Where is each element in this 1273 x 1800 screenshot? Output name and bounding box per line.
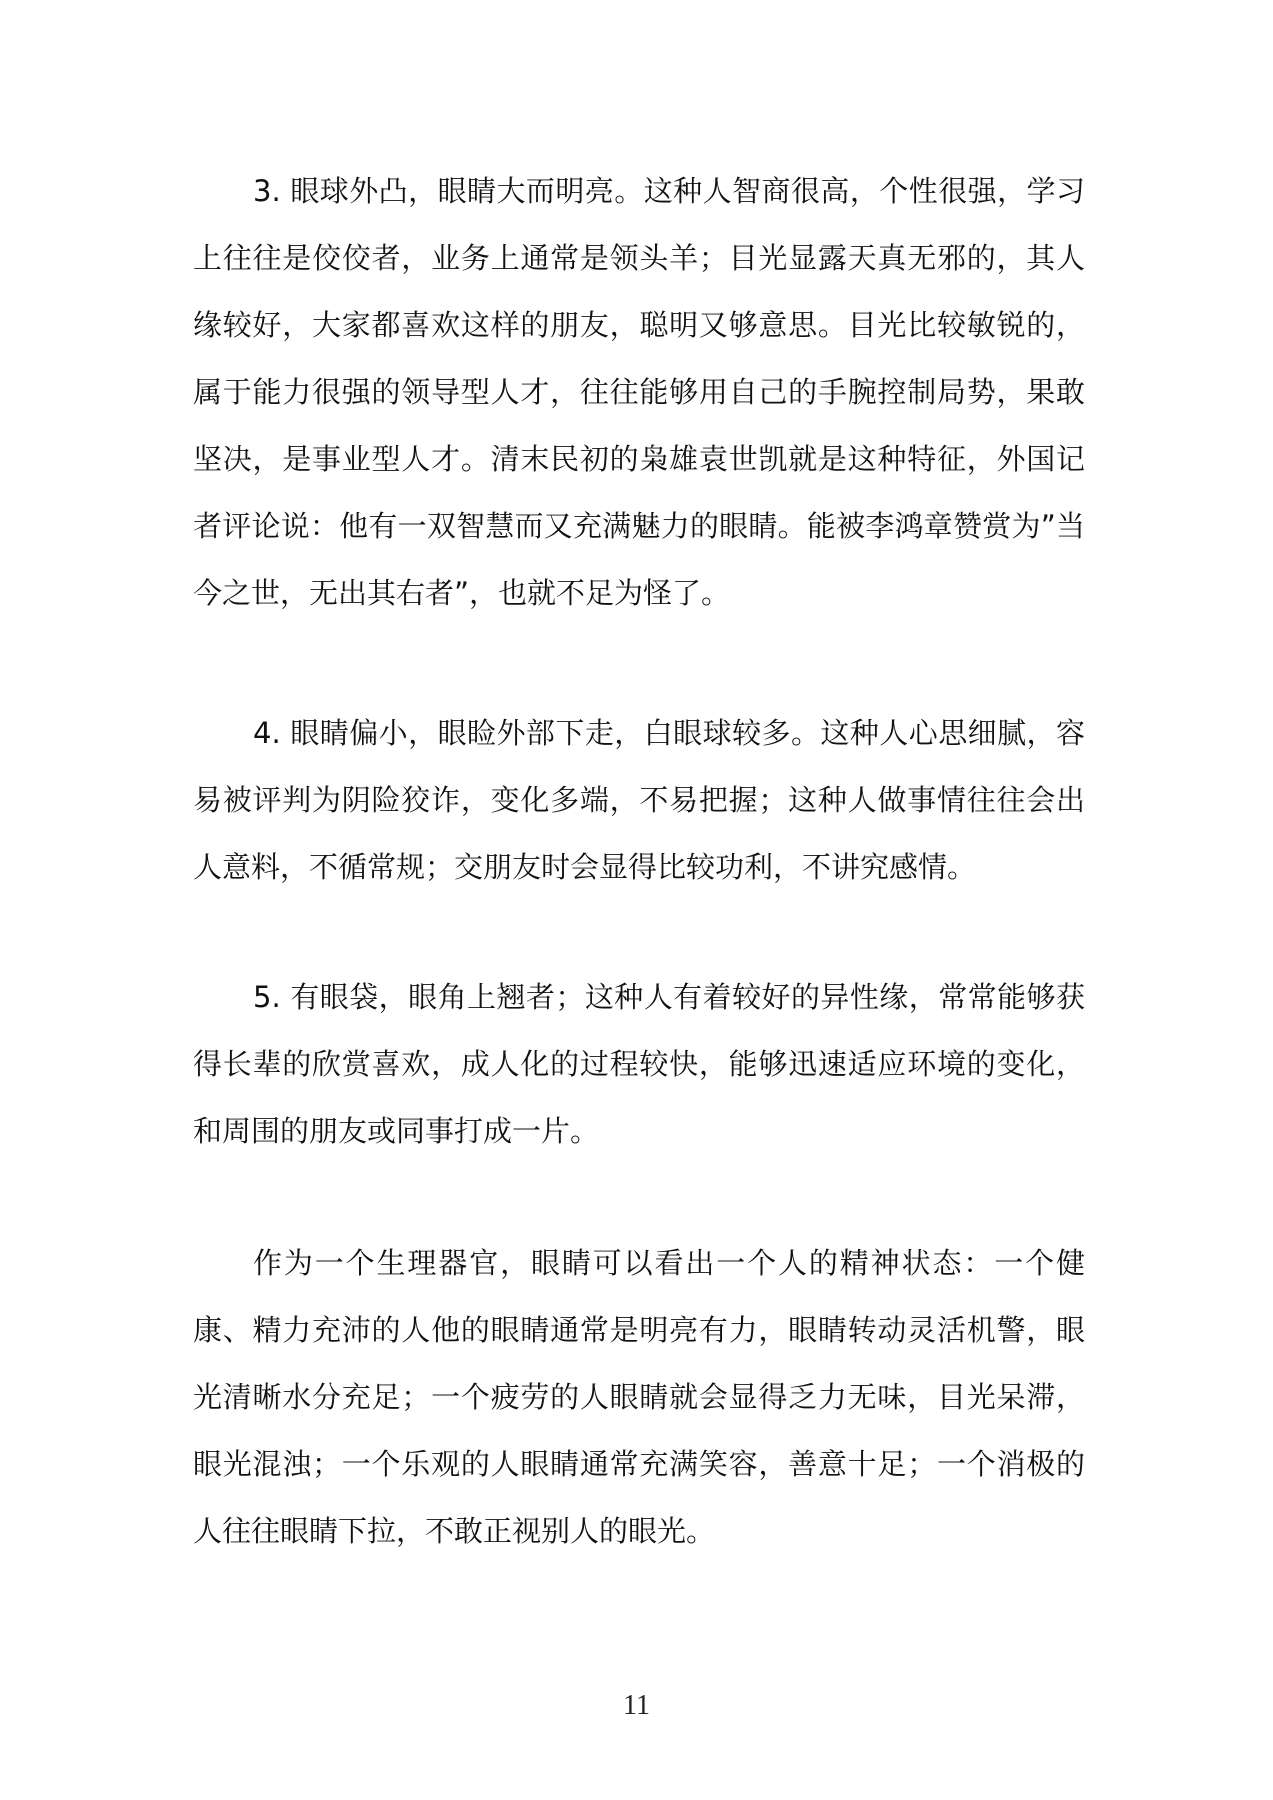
paragraph-point-3: 3. 眼球外凸，眼睛大而明亮。这种人智商很高，个性很强，学习上往往是佼佼者，业务上通常是领头羊；目光显露天真无邪的，其人缘较好，大家都喜欢这样的朋友，聪明又够意思。目光比较敏锐的，属于能力很强的领导型人才，往往能够用自己的手腕控制局势，果敢坚决，是事业型人才。清末民初的枭雄袁世凯就是这种特征，外国记者评论说：他有一双智慧而又充满魅力的眼睛。能被李鸿章赞赏为”当今之世，无出其右者”，也就不足为怪了。 — [193, 174, 1085, 610]
paragraph-summary: 作为一个生理器官，眼睛可以看出一个人的精神状态：一个健康、精力充沛的人他的眼睛通常是明亮有力，眼睛转动灵活机警，眼光清晰水分充足；一个疲劳的人眼睛就会显得乏力无味，目光呆滞，眼光混浊；一个乐观的人眼睛通常充满笑容，善意十足；一个消极的人往往眼睛下拉，不敢正视别人的眼光。 — [193, 1246, 1085, 1548]
paragraph-point-5: 5. 有眼袋，眼角上翘者；这种人有着较好的异性缘，常常能够获得长辈的欣赏喜欢，成人化的过程较快，能够迅速适应环境的变化，和周围的朋友或同事打成一片。 — [193, 980, 1085, 1148]
page-number: 11 — [623, 1690, 650, 1721]
paragraph-point-4: 4. 眼睛偏小，眼睑外部下走，白眼球较多。这种人心思细腻，容易被评判为阴险狡诈，变化多端，不易把握；这种人做事情往往会出人意料，不循常规；交朋友时会显得比较功利，不讲究感情。 — [193, 716, 1085, 884]
